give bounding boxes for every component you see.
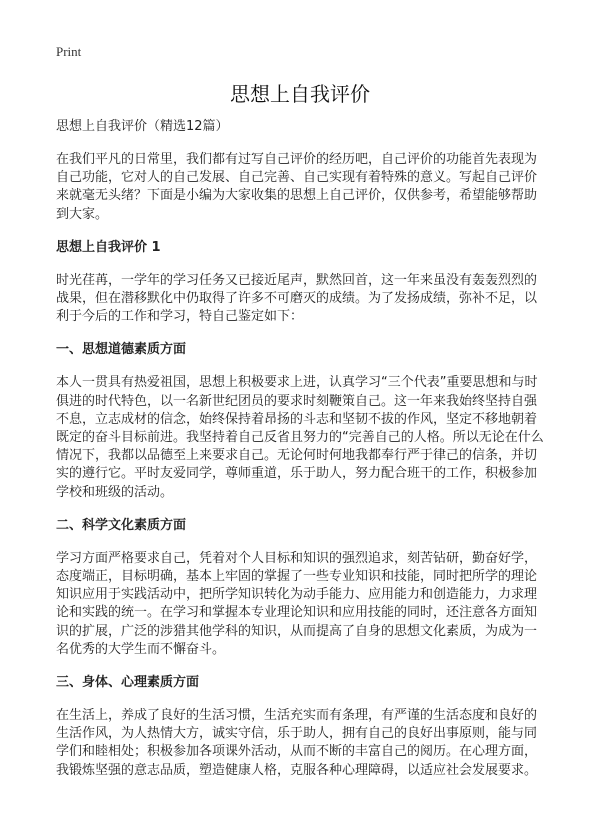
intro-paragraph: 在我们平凡的日常里，我们都有过写自己评价的经历吧，自己评价的功能首先表现为自己功能，它对人的自己发展、自己完善、自己实现有着特殊的意义。写起自己评价来就毫无头绪？下面是小编为大家收集的思想上自己评价，仅供参考，希望能够帮助到大家。 — [56, 152, 538, 222]
document-body — [56, 118, 546, 795]
section-heading-morality: 一、思想道德素质方面 — [56, 342, 187, 358]
print-link[interactable]: Print — [56, 44, 82, 59]
document-subtitle: 思想上自我评价（精选12篇） — [56, 119, 229, 134]
section-body-physical: 在生活上，养成了良好的生活习惯，生活充实而有条理，有严谨的生活态度和良好的生活作风，为人热情大方，诚实守信，乐于助人，拥有自己的良好出事原则，能与同学们和睦相处；积极参加各项课外活动，从而不断的丰富自己的阅历。在心理方面，我锻炼坚强的意志品质，塑造健康人格，克服各种心理障碍，以适应社会发展要求。 — [56, 708, 538, 778]
article-heading: 思想上自我评价 1 — [56, 239, 161, 255]
section-heading-culture: 二、科学文化素质方面 — [56, 517, 187, 533]
article-intro-paragraph: 时光荏苒，一学年的学习任务又已接近尾声，默然回首，这一年来虽没有轰轰烈烈的战果，但在潜移默化中仍取得了许多不可磨灭的成绩。为了发扬成绩，弥补不足，以利于今后的工作和学习，特自己鉴定如下： — [56, 272, 538, 325]
section-heading-physical: 三、身体、心理素质方面 — [56, 675, 200, 691]
page-title: 思想上自我评价 — [230, 82, 370, 106]
section-body-culture: 学习方面严格要求自己，凭着对个人目标和知识的强烈追求，刻苦钻研，勤奋好学，态度端正，目标明确，基本上牢固的掌握了一些专业知识和技能，同时把所学的理论知识应用于实践活动中，把所学知识转化为动手能力、应用能力和创造能力，力求理论和实践的统一。在学习和掌握本专业理论知识和应用技能的同时，还注意各方面知识的扩展，广泛的涉猎其他学科的知识，从而提高了自身的思想文化素质，为成为一名优秀的大学生而不懈奋斗。 — [56, 550, 538, 657]
section-body-morality: 本人一贯具有热爱祖国，思想上积极要求上进，认真学习“三个代表”重要思想和与时俱进的时代特色，以一名新世纪团员的要求时刻鞭策自己。这一年来我始终坚持自强不息，立志成材的信念，始终保持着昂扬的斗志和坚韧不拔的作风，坚定不移地朝着既定的奋斗目标前进。我坚持着自己反省且努力的“完善自己的人格。所以无论在什么情况下，我都以品德至上来要求自己。无论何时何地我都奉行严于律己的信条，并切实的遵行它。平时友爱同学，尊师重道，乐于助人，努力配合班干的工作，积极参加学校和班级的活动。 — [56, 375, 544, 500]
